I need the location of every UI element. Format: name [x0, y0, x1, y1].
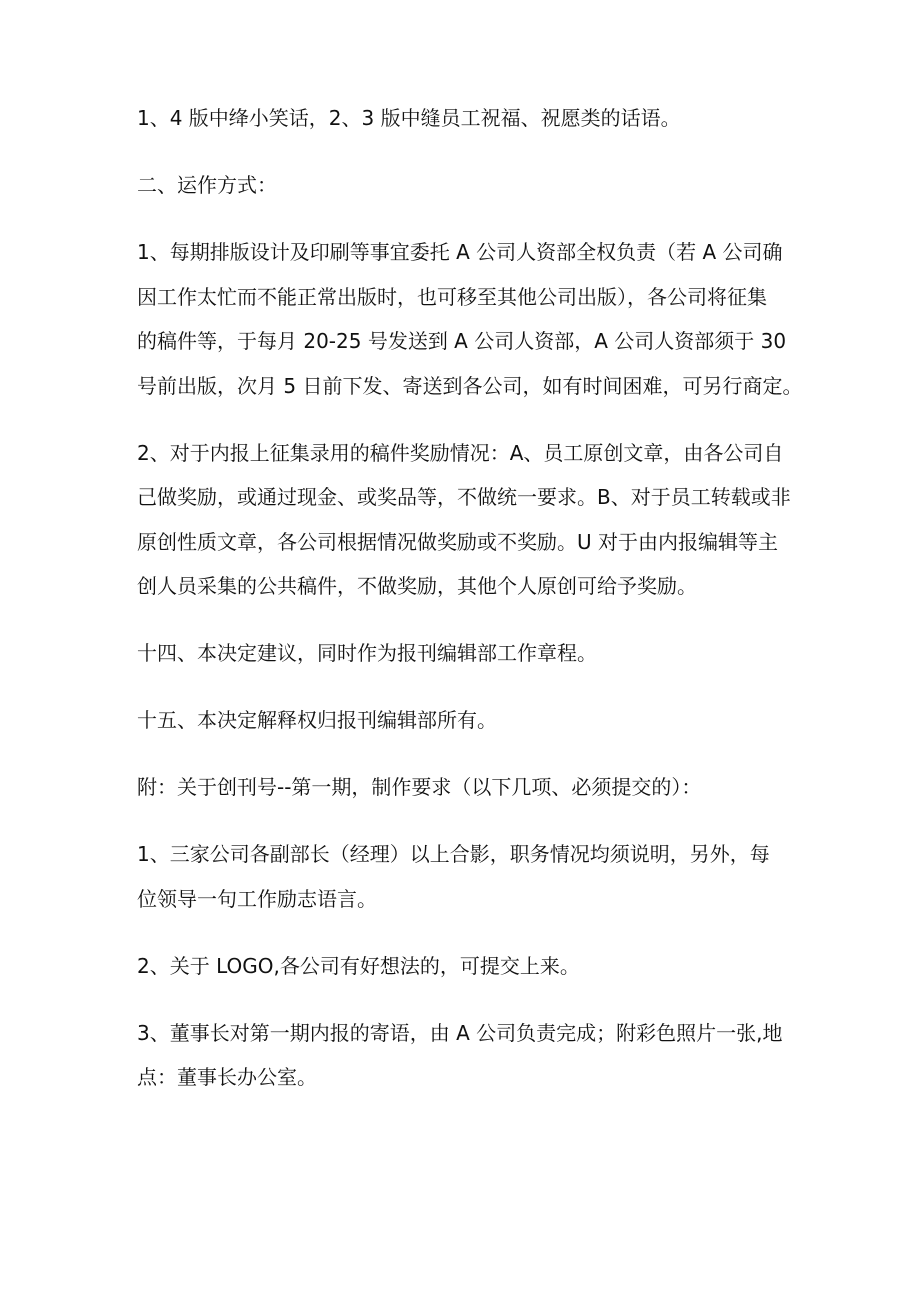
paragraph-group-photo [137, 832, 797, 921]
text-line: 十四、本决定建议，同时作为报刊编辑部工作章程。 [137, 641, 597, 665]
paragraph-logo [137, 944, 797, 989]
text-line: 1、4 版中绛小笑话，2、3 版中缝员工祝福、祝愿类的话语。 [137, 106, 681, 130]
paragraph-manuscript-rewards [137, 431, 797, 609]
paragraph-chairman-message [137, 1011, 797, 1100]
text-line: 位领导一句工作励志语言。 [137, 886, 377, 911]
text-line: 2、关于 LOGO,各公司有好想法的，可提交上来。 [137, 953, 580, 978]
document-body [137, 96, 803, 1122]
text-line: 3、董事长对第一期内报的寄语，由 A 公司负责完成；附彩色照片一张,地 [137, 1020, 783, 1045]
text-line: 点：董事长办公室。 [137, 1065, 317, 1089]
text-line: 己做奖励，或通过现金、或奖品等，不做统一要求。B、对于员工转载或非 [137, 485, 791, 509]
text-line: 1、每期排版设计及印刷等事宜委托 A 公司人资部全权负责（若 A 公司确 [137, 240, 783, 264]
text-line: 十五、本决定解释权归报刊编辑部所有。 [137, 708, 497, 732]
text-line: 2、对于内报上征集录用的稿件奖励情况：A、员工原创文章，由各公司自 [137, 440, 784, 465]
text-line: 因工作太忙而不能正常出版时，也可移至其他公司出版），各公司将征集 [137, 284, 767, 309]
text-line: 创人员采集的公共稿件，不做奖励，其他个人原创可给予奖励。 [137, 574, 697, 598]
paragraph-appendix-title [137, 765, 797, 810]
paragraph-layout-printing [137, 230, 803, 408]
paragraph-page4-jokes [137, 96, 797, 141]
heading-operation-method [137, 163, 797, 208]
text-line: 1、三家公司各副部长（经理）以上合影，职务情况均须说明，另外，每 [137, 842, 770, 866]
text-line: 附：关于创刊号--第一期，制作要求（以下几项、必须提交的）： [137, 775, 702, 799]
paragraph-article-14 [137, 631, 797, 676]
text-line: 二、运作方式： [137, 173, 277, 197]
text-line: 号前出版，次月 5 日前下发、寄送到各公司，如有时间困难，可另行商定。 [137, 373, 803, 398]
text-line: 原创性质文章，各公司根据情况做奖励或不奖励。U 对于由内报编辑等主 [137, 529, 778, 554]
text-line: 的稿件等，于每月 20-25 号发送到 A 公司人资部，A 公司人资部须于 30 [137, 329, 787, 353]
paragraph-article-15 [137, 698, 797, 743]
